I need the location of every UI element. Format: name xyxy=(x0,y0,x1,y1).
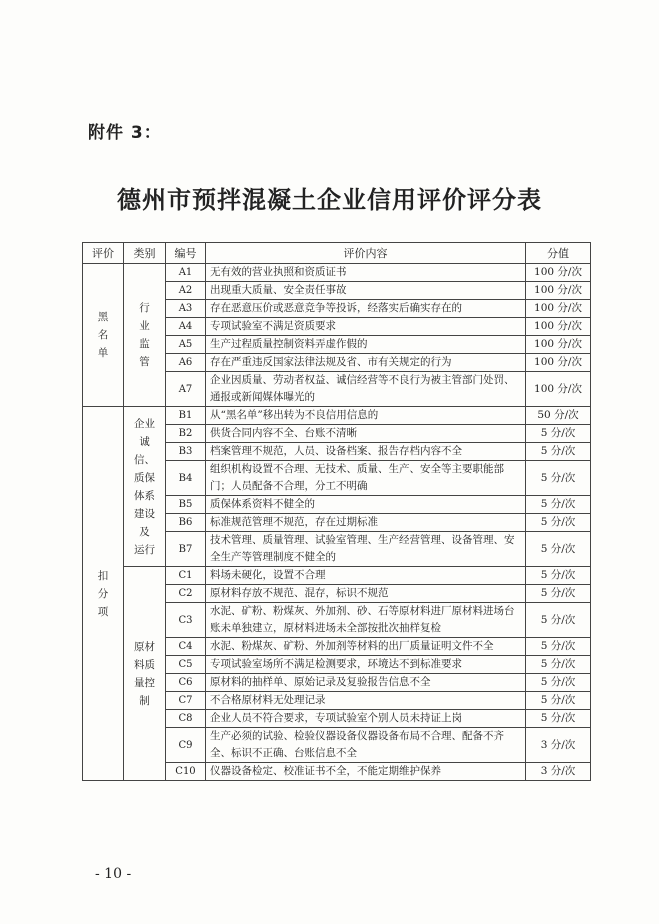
code-cell: B3 xyxy=(166,443,206,461)
content-cell: 专项试验室场所不满足检测要求，环境达不到标准要求 xyxy=(206,656,526,674)
header-score: 分值 xyxy=(526,243,591,264)
content-cell: 水泥、粉煤灰、矿粉、外加剂等材料的出厂质量证明文件不全 xyxy=(206,638,526,656)
page-title: 德州市预拌混凝土企业信用评价评分表 xyxy=(117,185,542,214)
content-cell: 出现重大质量、安全责任事故 xyxy=(206,282,526,300)
evaluation-cell: 扣 分 项 xyxy=(83,407,124,781)
score-cell: 100 分/次 xyxy=(526,336,591,354)
header-content: 评价内容 xyxy=(206,243,526,264)
score-cell: 100 分/次 xyxy=(526,354,591,372)
credit-evaluation-table xyxy=(82,242,591,781)
score-cell: 3 分/次 xyxy=(526,763,591,781)
score-cell: 5 分/次 xyxy=(526,461,591,496)
content-cell: 从“黑名单”移出转为不良信用信息的 xyxy=(206,407,526,425)
header-code: 编号 xyxy=(166,243,206,264)
table-row xyxy=(83,264,591,282)
score-cell: 100 分/次 xyxy=(526,318,591,336)
content-cell: 原材料存放不规范、混存，标识不规范 xyxy=(206,585,526,603)
category-cell: 企业 诚 信、 质保 体系 建设 及 运行 xyxy=(124,407,166,567)
evaluation-cell: 黑 名 单 xyxy=(83,264,124,407)
code-cell: B2 xyxy=(166,425,206,443)
content-cell: 仪器设备检定、校准证书不全，不能定期维护保养 xyxy=(206,763,526,781)
score-cell: 100 分/次 xyxy=(526,300,591,318)
content-cell: 存在严重违反国家法律法规及省、市有关规定的行为 xyxy=(206,354,526,372)
code-cell: A5 xyxy=(166,336,206,354)
content-cell: 料场未硬化，设置不合理 xyxy=(206,567,526,585)
code-cell: C10 xyxy=(166,763,206,781)
content-cell: 原材料的抽样单、原始记录及复验报告信息不全 xyxy=(206,674,526,692)
score-cell: 5 分/次 xyxy=(526,692,591,710)
content-cell: 存在恶意压价或恶意竞争等投诉，经落实后确实存在的 xyxy=(206,300,526,318)
content-cell: 档案管理不规范，人员、设备档案、报告存档内容不全 xyxy=(206,443,526,461)
code-cell: C1 xyxy=(166,567,206,585)
code-cell: C7 xyxy=(166,692,206,710)
content-cell: 生产必须的试验、检验仪器设备仪器设备布局不合理、配备不齐全、标识不正确、台账信息不全 xyxy=(206,728,526,763)
code-cell: A1 xyxy=(166,264,206,282)
code-cell: C8 xyxy=(166,710,206,728)
score-cell: 5 分/次 xyxy=(526,638,591,656)
code-cell: B6 xyxy=(166,514,206,532)
score-cell: 50 分/次 xyxy=(526,407,591,425)
category-cell: 原材 料质 量控 制 xyxy=(124,567,166,781)
score-cell: 5 分/次 xyxy=(526,674,591,692)
content-cell: 供货合同内容不全、台账不清晰 xyxy=(206,425,526,443)
code-cell: C6 xyxy=(166,674,206,692)
code-cell: C2 xyxy=(166,585,206,603)
score-cell: 5 分/次 xyxy=(526,425,591,443)
content-cell: 无有效的营业执照和资质证书 xyxy=(206,264,526,282)
code-cell: B4 xyxy=(166,461,206,496)
code-cell: A3 xyxy=(166,300,206,318)
score-cell: 5 分/次 xyxy=(526,514,591,532)
code-cell: B1 xyxy=(166,407,206,425)
code-cell: C3 xyxy=(166,603,206,638)
attachment-label: 附件 3： xyxy=(88,123,162,143)
code-cell: B5 xyxy=(166,496,206,514)
score-cell: 5 分/次 xyxy=(526,656,591,674)
table-row xyxy=(83,567,591,585)
content-cell: 水泥、矿粉、粉煤灰、外加剂、砂、石等原材料进厂原材料进场台账未单独建立，原材料进场未全部按批次抽样复检 xyxy=(206,603,526,638)
code-cell: C5 xyxy=(166,656,206,674)
content-cell: 企业人员不符合要求，专项试验室个别人员未持证上岗 xyxy=(206,710,526,728)
header-category: 类别 xyxy=(124,243,166,264)
code-cell: C4 xyxy=(166,638,206,656)
content-cell: 生产过程质量控制资料弄虚作假的 xyxy=(206,336,526,354)
score-cell: 3 分/次 xyxy=(526,728,591,763)
score-cell: 5 分/次 xyxy=(526,567,591,585)
code-cell: C9 xyxy=(166,728,206,763)
category-cell: 行 业 监 管 xyxy=(124,264,166,407)
code-cell: A7 xyxy=(166,372,206,407)
score-cell: 100 分/次 xyxy=(526,372,591,407)
content-cell: 专项试验室不满足资质要求 xyxy=(206,318,526,336)
code-cell: A4 xyxy=(166,318,206,336)
content-cell: 企业因质量、劳动者权益、诚信经营等不良行为被主管部门处罚、通报或新闻媒体曝光的 xyxy=(206,372,526,407)
code-cell: A6 xyxy=(166,354,206,372)
content-cell: 质保体系资料不健全的 xyxy=(206,496,526,514)
score-cell: 100 分/次 xyxy=(526,282,591,300)
code-cell: B7 xyxy=(166,532,206,567)
content-cell: 标准规范管理不规范，存在过期标准 xyxy=(206,514,526,532)
content-cell: 不合格原材料无处理记录 xyxy=(206,692,526,710)
table-header-row xyxy=(83,243,591,264)
page-number: - 10 - xyxy=(95,866,132,882)
score-cell: 5 分/次 xyxy=(526,603,591,638)
content-cell: 组织机构设置不合理、无技术、质量、生产、安全等主要职能部门；人员配备不合理，分工不明确 xyxy=(206,461,526,496)
score-cell: 5 分/次 xyxy=(526,585,591,603)
score-cell: 5 分/次 xyxy=(526,443,591,461)
score-cell: 5 分/次 xyxy=(526,710,591,728)
table-row xyxy=(83,407,591,425)
score-cell: 5 分/次 xyxy=(526,532,591,567)
score-cell: 100 分/次 xyxy=(526,264,591,282)
code-cell: A2 xyxy=(166,282,206,300)
content-cell: 技术管理、质量管理、试验室管理、生产经营管理、设备管理、安全生产等管理制度不健全的 xyxy=(206,532,526,567)
header-evaluation: 评价 xyxy=(83,243,124,264)
score-cell: 5 分/次 xyxy=(526,496,591,514)
